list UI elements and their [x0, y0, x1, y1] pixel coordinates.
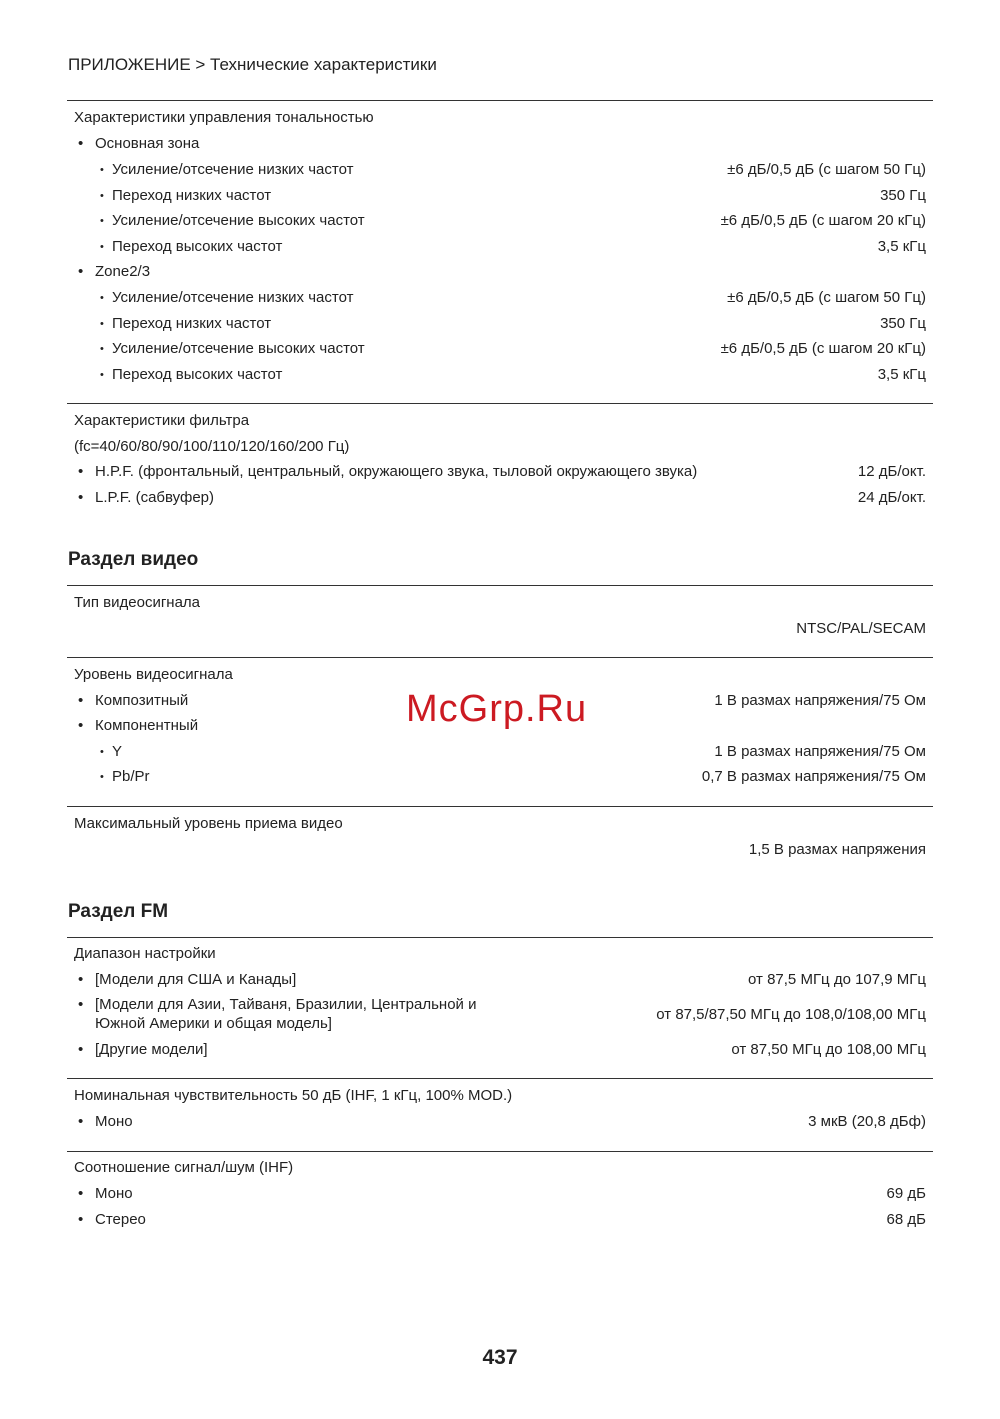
spec-label: • Усиление/отсечение низких частот: [74, 288, 353, 308]
fm-snr-title: Соотношение сигнал/шум (IHF): [74, 1159, 294, 1176]
spec-row: [74, 288, 926, 312]
spec-value: 0,7 В размах напряжения/75 Ом: [701, 768, 926, 785]
spec-value: 3,5 кГц: [877, 238, 926, 255]
spec-row: [74, 186, 926, 210]
spec-label: • Моно: [74, 1112, 133, 1132]
spec-label: • Композитный: [74, 691, 188, 711]
spec-row: [74, 970, 926, 994]
spec-row: [74, 742, 926, 766]
fm-range-title: Диапазон настройки: [74, 945, 216, 962]
spec-label: • Переход низких частот: [74, 314, 271, 334]
spec-label: • Переход высоких частот: [74, 365, 282, 385]
spec-label: • Усиление/отсечение высоких частот: [74, 211, 365, 231]
video-max-title: Максимальный уровень приема видео: [74, 815, 343, 832]
watermark: McGrp.Ru: [406, 688, 588, 730]
spec-value: 350 Гц: [880, 187, 926, 204]
spec-row: [74, 488, 926, 512]
spec-value: 1 В размах напряжения/75 Ом: [714, 692, 926, 709]
spec-value: ±6 дБ/0,5 дБ (с шагом 20 кГц): [720, 340, 926, 357]
spec-row: [74, 160, 926, 184]
spec-value: ±6 дБ/0,5 дБ (с шагом 50 Гц): [727, 289, 926, 306]
page-number: 437: [482, 1346, 518, 1369]
divider: [67, 585, 933, 586]
spec-value: от 87,50 МГц до 108,00 МГц: [731, 1041, 926, 1058]
spec-value: от 87,5 МГц до 107,9 МГц: [748, 971, 926, 988]
spec-label: • Переход высоких частот: [74, 237, 282, 257]
spec-row: [74, 767, 926, 791]
video-component-label: • Компонентный: [74, 716, 198, 736]
spec-row: [74, 339, 926, 363]
spec-row: [74, 314, 926, 338]
spec-label: • Y: [74, 742, 122, 762]
spec-row: [74, 1184, 926, 1208]
spec-value: 3 мкВ (20,8 дБф): [808, 1113, 926, 1130]
divider: [67, 1078, 933, 1079]
spec-row: [74, 365, 926, 389]
divider: [67, 657, 933, 658]
divider: [67, 1151, 933, 1152]
spec-row: [74, 1210, 926, 1234]
spec-value: ±6 дБ/0,5 дБ (с шагом 20 кГц): [720, 212, 926, 229]
spec-value: 350 Гц: [880, 315, 926, 332]
divider: [67, 403, 933, 404]
tone-zone23: • Zone2/3: [74, 262, 150, 282]
divider: [67, 806, 933, 807]
spec-row: [74, 462, 926, 486]
spec-label: • Стерео: [74, 1210, 146, 1230]
spec-row: [74, 1005, 926, 1029]
fm-sens-title: Номинальная чувствительность 50 дБ (IHF, 1 кГц, 100% MOD.): [74, 1087, 513, 1104]
spec-value: 3,5 кГц: [877, 366, 926, 383]
spec-value: 68 дБ: [886, 1211, 926, 1228]
fm-range-asia-label-2: Южной Америки и общая модель]: [95, 1015, 332, 1032]
breadcrumb: ПРИЛОЖЕНИЕ > Технические характеристики: [68, 55, 437, 74]
spec-value: 1,5 В размах напряжения: [748, 841, 926, 858]
video-level-title: Уровень видеосигнала: [74, 666, 233, 683]
spec-value: ±6 дБ/0,5 дБ (с шагом 50 Гц): [727, 161, 926, 178]
spec-row: [74, 1112, 926, 1136]
spec-label: • L.P.F. (сабвуфер): [74, 488, 214, 508]
filter-title: Характеристики фильтра: [74, 412, 250, 429]
spec-label: • Моно: [74, 1184, 133, 1204]
spec-value: 12 дБ/окт.: [857, 463, 926, 480]
spec-label: • Усиление/отсечение низких частот: [74, 160, 353, 180]
divider: [67, 937, 933, 938]
spec-row: [74, 619, 926, 643]
divider: [67, 100, 933, 101]
spec-value: 1 В размах напряжения/75 Ом: [714, 743, 926, 760]
spec-label: • Усиление/отсечение высоких частот: [74, 339, 365, 359]
spec-row: [74, 237, 926, 261]
spec-label: • Переход низких частот: [74, 186, 271, 206]
spec-label: • Pb/Pr: [74, 767, 150, 787]
spec-value: 24 дБ/окт.: [857, 489, 926, 506]
spec-value: 69 дБ: [886, 1185, 926, 1202]
spec-row: [74, 840, 926, 864]
section-heading-video: Раздел видео: [68, 549, 199, 570]
fm-range-asia-label-1: • [Модели для Азии, Тайваня, Бразилии, Центральной и: [74, 995, 476, 1015]
spec-row: [74, 1040, 926, 1064]
spec-label: • [Другие модели]: [74, 1040, 208, 1060]
video-signal-type-title: Тип видеосигнала: [74, 594, 201, 611]
spec-value: NTSC/PAL/SECAM: [796, 620, 926, 637]
spec-row: [74, 211, 926, 235]
spec-label: • [Модели для США и Канады]: [74, 970, 296, 990]
tone-title: Характеристики управления тональностью: [74, 109, 374, 126]
tone-main-zone: • Основная зона: [74, 134, 199, 154]
filter-subtitle: (fc=40/60/80/90/100/110/120/160/200 Гц): [74, 438, 350, 455]
spec-label: • H.P.F. (фронтальный, центральный, окружающего звука, тыловой окружающего звука): [74, 462, 697, 482]
spec-value: от 87,5/87,50 МГц до 108,0/108,00 МГц: [656, 1006, 926, 1023]
section-heading-fm: Раздел FM: [68, 901, 169, 922]
